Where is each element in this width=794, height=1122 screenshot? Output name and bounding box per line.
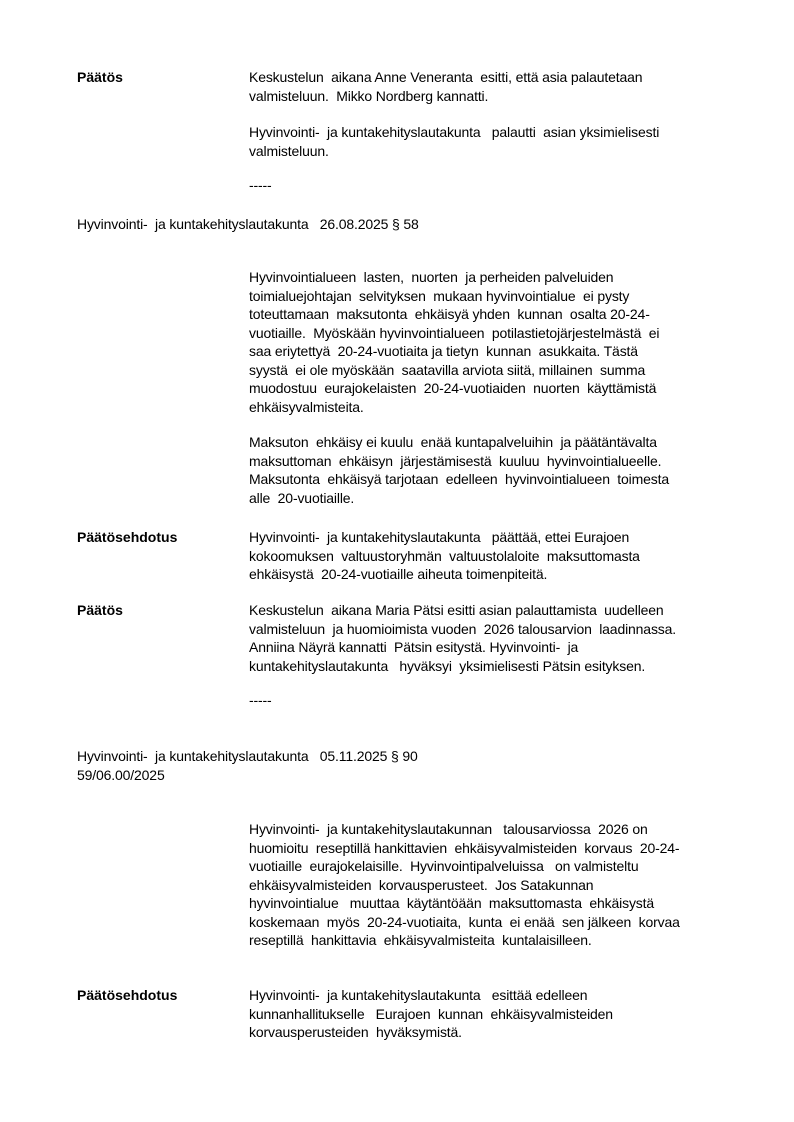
text-line: Maksutonta ehkäisyä tarjotaan edelleen hyvinvointialueen toimesta xyxy=(249,471,670,487)
decision-text xyxy=(249,68,749,195)
text-line: Keskustelun aikana Maria Pätsi esitti asian palauttamista uudelleen xyxy=(249,602,664,618)
text-line: Anniina Näyrä kannatti Pätsin esitystä. Hyvinvointi- ja xyxy=(249,639,579,655)
text-line: toteuttamaan maksutonta ehkäisyä yhden kunnan osalta 20-24- xyxy=(249,306,650,322)
separator: ----- xyxy=(249,177,272,193)
proposal-label: Päätösehdotus xyxy=(77,987,178,1003)
explanation-text xyxy=(249,268,749,507)
decision-text xyxy=(249,601,749,710)
text-line: vuotiaille. Myöskään hyvinvointialueen potilastietojärjestelmästä ei xyxy=(249,324,660,341)
meeting-heading-text: Hyvinvointi- ja kuntakehityslautakunta 05.11.2025 § 90 xyxy=(77,748,418,764)
text-line: ehkäisyvalmisteiden korvausperusteet. Jos Satakunnan xyxy=(249,876,594,893)
text-line: toimialuejohtajan selvityksen mukaan hyvinvointialue ei pysty xyxy=(249,287,630,304)
text-line: Hyvinvointi- ja kuntakehityslautakunnan talousarviossa 2026 on xyxy=(249,821,648,837)
meeting-heading-text: Hyvinvointi- ja kuntakehityslautakunta 26.08.2025 § 58 xyxy=(77,216,419,232)
text-line: Keskustelun aikana Anne Veneranta esitti, että asia palautetaan xyxy=(249,69,643,85)
text-line: valmisteluun. Mikko Nordberg kannatti. xyxy=(249,87,489,104)
text-line: alle 20-vuotiaille. xyxy=(249,489,355,506)
text-line: vuotiaille eurajokelaisille. Hyvinvointipalveluissa on valmisteltu xyxy=(249,858,639,874)
text-line: reseptillä hankittavia ehkäisyvalmisteita kuntalaisilleen. xyxy=(249,932,592,948)
case-id: 59/06.00/2025 xyxy=(77,766,165,783)
text-line: muodostuu eurajokelaisten 20-24-vuotiaiden nuorten käyttämistä xyxy=(249,380,657,396)
text-line: saa eriytettyä 20-24-vuotiaita ja tietyn kunnan asukkaita. Tästä xyxy=(249,343,638,359)
text-line: huomioitu reseptillä hankittavien ehkäisyvalmisteiden korvaus 20-24- xyxy=(249,839,680,856)
separator: ----- xyxy=(249,692,272,708)
text-line: ehkäisystä 20-24-vuotiaille aiheuta toimenpiteitä. xyxy=(249,566,548,582)
text-line: koskemaan myös 20-24-vuotiaita, kunta ei enää sen jälkeen korvaa xyxy=(249,913,680,930)
text-line: Hyvinvointi- ja kuntakehityslautakunta palautti asian yksimielisesti xyxy=(249,124,660,140)
meeting-heading-1 xyxy=(77,215,757,234)
text-line: valmisteluun ja huomioimista vuoden 2026 talousarvion laadinnassa. xyxy=(249,620,677,637)
text-line: syystä ei ole myöskään saatavilla arviota siitä, millainen summa xyxy=(249,361,646,378)
proposal-text xyxy=(249,986,749,1042)
text-line: Hyvinvointi- ja kuntakehityslautakunta päättää, ettei Eurajoen xyxy=(249,529,630,545)
text-line: ehkäisyvalmisteita. xyxy=(249,398,364,415)
text-line: Hyvinvointi- ja kuntakehityslautakunta esittää edelleen xyxy=(249,987,588,1003)
text-line: valmisteluun. xyxy=(249,142,329,159)
text-line: maksuttoman ehkäisyn järjestämisestä kuuluu hyvinvointialueelle. xyxy=(249,452,662,469)
meeting-heading-2 xyxy=(77,747,757,784)
budget-text xyxy=(249,820,749,950)
text-line: Hyvinvointialueen lasten, nuorten ja perheiden palveluiden xyxy=(249,269,614,285)
proposal-label: Päätösehdotus xyxy=(77,529,178,545)
text-line: hyvinvointialue muuttaa käytäntöään maksuttomasta ehkäisystä xyxy=(249,895,655,911)
decision-label: Päätös xyxy=(77,602,123,618)
text-line: kokoomuksen valtuustoryhmän valtuustolaloite maksuttomasta xyxy=(249,547,640,564)
text-line: kuntakehityslautakunta hyväksyi yksimielisesti Pätsin esityksen. xyxy=(249,657,646,674)
text-line: kunnanhallitukselle Eurajoen kunnan ehkäisyvalmisteiden xyxy=(249,1005,613,1022)
text-line: Maksuton ehkäisy ei kuulu enää kuntapalveluihin ja päätäntävalta xyxy=(249,434,657,450)
proposal-text xyxy=(249,528,749,584)
text-line: korvausperusteiden hyväksymistä. xyxy=(249,1024,462,1040)
decision-label: Päätös xyxy=(77,69,123,85)
